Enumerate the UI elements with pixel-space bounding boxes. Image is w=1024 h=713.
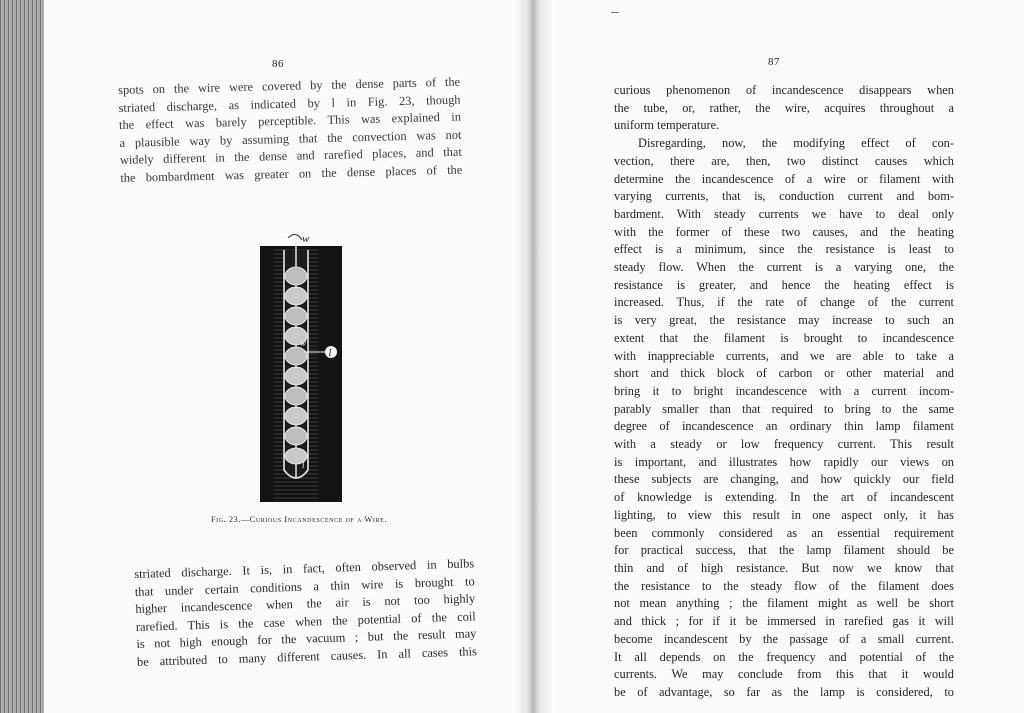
text-line: higher incandescence when the air is not too highly <box>135 591 476 617</box>
right-page-text <box>614 82 954 702</box>
text-line: extent that the filament is brought to incandescence <box>614 330 954 345</box>
label-l-bottom: l <box>302 460 305 470</box>
text-line: with the former of these two causes, and the heating <box>614 224 954 239</box>
label-w-top: w <box>302 233 310 245</box>
text-line: the resistance to the steady flow of the filament does <box>614 578 954 593</box>
left-bottom-paragraph <box>134 555 477 671</box>
text-line: been commonly considered as an essential requirement <box>614 525 954 540</box>
text-line: parably smaller than that required to bring to the same <box>614 401 954 416</box>
text-line: a plausible way by assuming that the convection was not <box>119 127 462 150</box>
text-line: is very great, the resistance may increase to such an <box>614 313 954 328</box>
text-line: striated discharge. It is, in fact, often observed in bulbs <box>134 556 475 581</box>
book-gutter <box>512 0 556 713</box>
page-number-left: 86 <box>272 58 284 70</box>
text-line: vection, there are, then, two distinct causes which <box>614 153 954 168</box>
text-line: bardment. With steady currents we have to deal only <box>614 206 954 221</box>
text-line: determine the incandescence of a wire or filament with <box>614 171 954 186</box>
text-line: lighting, to view this result in one aspect only, it has <box>614 507 954 522</box>
left-page-edges <box>0 0 44 713</box>
label-w-inner: w <box>300 338 307 348</box>
text-line: curious phenomenon of incandescence disappears when <box>614 83 954 97</box>
text-line: the bombardment was greater on the dense places of the <box>120 162 463 185</box>
text-line: the tube, or, rather, the wire, acquires throughout a <box>614 100 954 115</box>
text-line: that under certain conditions a thin wire is brought to <box>134 573 475 599</box>
text-line: with a steady or low frequency current. This result <box>614 437 954 452</box>
left-page <box>44 0 512 713</box>
text-line: and thick ; for if it be immersed in rarefied gas it will <box>614 614 954 629</box>
label-l: l <box>328 348 332 359</box>
wire-incandescence-illustration <box>244 232 342 502</box>
text-line: uniform temperature. <box>614 118 720 133</box>
text-line: resistance is greater, and hence the heating effect is <box>614 277 954 292</box>
text-line: of knowledge is extending. In the art of incandescent <box>614 490 954 505</box>
text-line: spots on the wire were covered by the dense parts of the <box>118 74 461 97</box>
text-line: steady flow. When the current is a varying one, the <box>614 260 954 275</box>
right-page <box>556 0 1024 713</box>
text-line: is not high enough for the vacuum ; but the result may <box>136 626 477 652</box>
text-line: It all depends on the frequency and potential of the <box>614 649 954 664</box>
left-top-paragraph <box>118 74 462 188</box>
figure-caption: Fig. 23.—Curious Incandescence of a Wire. <box>210 515 387 524</box>
text-line: Disregarding, now, the modifying effect of con- <box>638 136 954 151</box>
text-line: thin and of high resistance. But now we know that <box>614 560 954 575</box>
text-line: be of advantage, so far as the lamp is considered, to <box>614 684 954 699</box>
text-line: degree of incandescence an ordinary thin lamp filament <box>614 419 954 434</box>
text-line: for practical success, that the lamp filament should be <box>614 543 954 558</box>
text-line: with inappreciable currents, and we are able to take a <box>614 348 954 363</box>
text-line: short and thick block of carbon or other material and <box>614 366 954 381</box>
text-line: striated discharge, as indicated by l in Fig. 23, though <box>118 92 461 115</box>
figure-23 <box>244 232 342 502</box>
text-line: not mean anything ; the filament might as well be short <box>614 596 954 611</box>
page-number-right: 87 <box>768 56 780 68</box>
text-line: widely different in the dense and rarefied places, and that <box>119 144 462 168</box>
text-line: become incandescent by the passage of a small current. <box>614 631 954 646</box>
text-line: varying currents, that is, conduction current and bom- <box>614 189 954 204</box>
text-line: these subjects are changing, and how quickly our field <box>614 472 954 487</box>
text-line: bring it to bright incandescence with a current incom- <box>614 383 954 398</box>
text-line: increased. Thus, if the rate of change of the current <box>614 295 954 310</box>
text-line: rarefied. This is the case when the potential of the coil <box>135 609 476 634</box>
text-line: is important, and illustrates how rapidly our views on <box>614 454 954 469</box>
text-line: effect is a minimum, since the resistance is least to <box>614 242 954 257</box>
text-line: currents. We may conclude from this that it would <box>614 667 954 682</box>
text-line: be attributed to many different causes. In all cases this <box>136 644 478 669</box>
text-line: the effect was barely perceptible. This was explained in <box>118 109 462 133</box>
